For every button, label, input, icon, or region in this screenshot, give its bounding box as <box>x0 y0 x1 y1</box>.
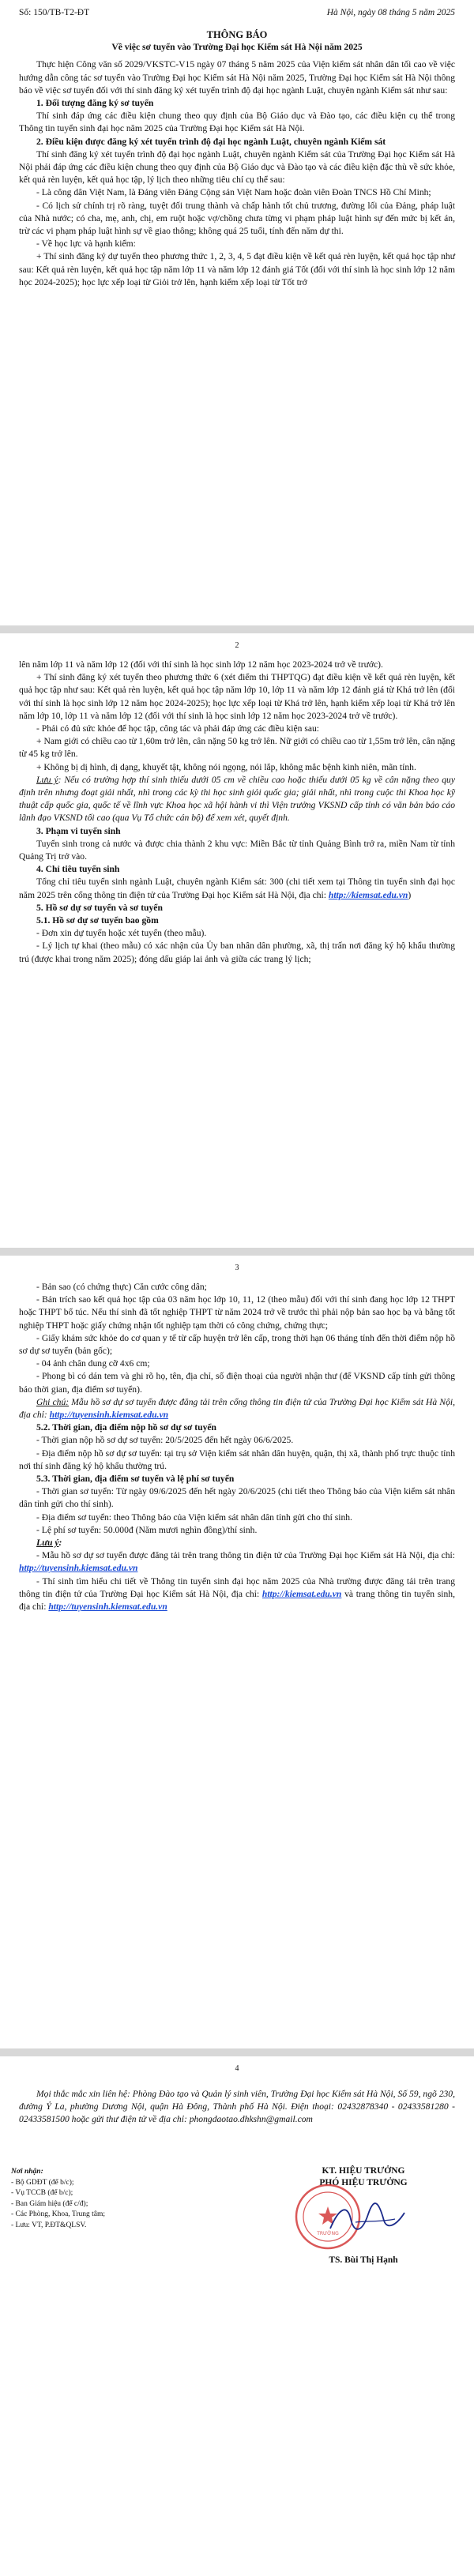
page-2 <box>0 633 474 1248</box>
page-number: 3 <box>235 1264 239 1272</box>
page-separator <box>0 2048 474 2056</box>
quota-text: Tổng chỉ tiêu tuyển sinh ngành Luật, chuyên ngành Kiểm sát: 300 (chi tiết xem tại Thông tin tuyển sinh đại học năm 2025 trên cổng thông tin điện tử của Trường Đại học Kiểm sát Hà Nội, địa chỉ: <box>19 877 455 900</box>
page-2-content <box>19 659 455 966</box>
page-1-content <box>19 28 455 289</box>
document-subtitle: Về việc sơ tuyển vào Trường Đại học Kiểm sát Hà Nội năm 2025 <box>111 42 363 53</box>
dossier-transcript: - Bản trích sao kết quả học tập của 03 năm học lớp 10, 11, 12 (theo mẫu) đối với thí sinh đang học lớp 12 THPT hoặc THPT bổ túc. Nếu thí sinh đã tốt nghiệp THPT từ năm 2024 trở về trước thì phải nộp bản sao học bạ và bằng tốt nghiệp THPT hoặc giấy chứng nhận tốt nghiệp tạm thời có công chứng, chứng thực; <box>19 1294 455 1331</box>
condition-height-weight: + Nam giới có chiều cao từ 1,60m trở lên, cân nặng 50 kg trở lên. Nữ giới có chiều cao từ 1,55m trở lên, cân nặng từ 45 kg trở lên. <box>19 736 455 760</box>
attention-forms <box>19 1549 455 1575</box>
condition-academics-method-6: + Thí sinh đăng ký xét tuyển theo phương thức 6 (xét điểm thi THPTQG) đạt điều kiện về kết quả rèn luyện, kết quả học tập như sau: Kết quả rèn luyện, kết quả học tập năm lớp 10, lớp 11 và năm lớp 12 đánh giá từ Khá trở lên (đối với thí sinh là học sinh lớp 12 năm học 2024-2025); học lực xếp loại từ Khá trở lên, hạnh kiểm xếp loại từ Khá trở lên năm lớp 10, lớp 11 và năm lớp 12 (đối với thí sinh là học sinh lớp 12 năm học 2023-2024 trở về trước). <box>19 672 455 721</box>
svg-text:TRƯỜNG: TRƯỜNG <box>317 2231 339 2236</box>
section-4-heading: 4. Chỉ tiêu tuyển sinh <box>36 864 120 875</box>
attention-info <box>19 1575 455 1614</box>
condition-history: - Có lịch sử chính trị rõ ràng, tuyệt đối trung thành và chấp hành tốt chủ trương, đường lối của Đảng, pháp luật của Nhà nước; có cha, mẹ, anh, chị, em ruột hoặc vợ/chồng chưa từng vi phạm pháp luật hình sự đến mức bị kết án, trừ các vi phạm pháp luật hình sự về giao thông; không quá 25 tuổi, tính đến năm dự thi. <box>19 200 455 237</box>
handwritten-signature-icon <box>324 2199 411 2238</box>
screening-location: - Địa điểm sơ tuyển: theo Thông báo của Viện kiểm sát nhân dân tỉnh gửi cho thí sinh. <box>36 1511 352 1523</box>
sign-line-2: PHÓ HIỆU TRƯỞNG <box>319 2178 408 2187</box>
intro-paragraph: Thực hiện Công văn số 2029/VKSTC-V15 ngày 07 tháng 5 năm 2025 của Viện kiểm sát nhân dân tối cao về việc hướng dẫn công tác sơ tuyển vào Trường Đại học Kiểm sát Hà Nội năm 2025, Trường Đại học Kiểm sát Hà Nội thông báo về việc sơ tuyển đối với thí sinh đăng ký xét tuyển trình độ đại học ngành Luật, chuyên ngành Kiểm sát như sau: <box>19 59 455 96</box>
page-3 <box>0 1256 474 2048</box>
dossier-envelope: - Phong bì có dán tem và ghi rõ họ, tên, địa chỉ, số điện thoại của người nhận thư (để VKSND cấp tỉnh gửi thông báo thời gian, địa điểm sơ tuyển). <box>19 1371 455 1395</box>
page-1 <box>0 0 474 625</box>
quota-text-end: ) <box>408 889 412 900</box>
recipient-item: - Lưu: VT, P.ĐT&QLSV. <box>11 2221 87 2229</box>
condition-physical: + Không bị dị hình, dị dạng, khuyết tật, không nói ngọng, nói lắp, không mắc bệnh kinh niên, mãn tính. <box>36 761 416 772</box>
section-3-heading: 3. Phạm vi tuyển sinh <box>36 825 121 836</box>
tuyensinh-link[interactable]: http://tuyensinh.kiemsat.edu.vn <box>49 1410 169 1421</box>
section-5-heading: 5. Hồ sơ dự sơ tuyển và sơ tuyển <box>36 902 163 913</box>
attention-label: Lưu ý <box>36 1538 59 1549</box>
document-title: THÔNG BÁO <box>206 29 268 40</box>
attention-info-text-2: và trang thông tin tuyển sinh, địa chỉ: <box>19 1588 455 1613</box>
place-date: Hà Nội, ngày 08 tháng 5 năm 2025 <box>326 8 455 17</box>
condition-health-heading: - Phải có đủ sức khỏe để học tập, công tác và phải đáp ứng các điều kiện sau: <box>36 723 320 734</box>
sign-line-1: KT. HIỆU TRƯỞNG <box>322 2166 405 2176</box>
section-5-2-heading: 5.2. Thời gian, địa điểm nộp hồ sơ dự sơ tuyển <box>36 1422 216 1433</box>
academics-continuation: lên năm lớp 11 và năm lớp 12 (đối với thí sinh là học sinh lớp 12 năm học 2023-2024 trở về trước). <box>19 659 383 670</box>
tuyensinh-link[interactable]: http://tuyensinh.kiemsat.edu.vn <box>19 1563 138 1574</box>
contact-paragraph: Mọi thắc mắc xin liên hệ: Phòng Đào tạo và Quản lý sinh viên, Trường Đại học Kiểm sát Hà Nội, Số 59, ngõ 230, đường Ỷ La, phường Dương Nội, quận Hà Đông, Thành phố Hà Nội. Điện thoại: 02432878340 - 02433581280 - 02433581500 hoặc gửi thư điện tử về địa chỉ: phongdaotao.dhkshn@gmail.com <box>19 2089 455 2125</box>
section-2-text: Thí sinh đăng ký xét tuyển trình độ đại học ngành Luật, chuyên ngành Kiểm sát của Trường Đại học Kiểm sát Hà Nội phải đáp ứng các điều kiện chung theo quy định của Bộ Giáo dục và Đào tạo và các điều kiện đặc thù về sức khỏe, kết quả rèn luyện, kết quả học tập, lý lịch theo những tiêu chí cụ thể sau: <box>19 148 455 186</box>
section-5-3-heading: 5.3. Thời gian, địa điểm sơ tuyển và lệ phí sơ tuyển <box>36 1474 235 1485</box>
dossier-note <box>19 1396 455 1421</box>
kiemsat-link[interactable]: http://kiemsat.edu.vn <box>261 1588 342 1599</box>
page-4-content <box>19 2088 455 2127</box>
dossier-note-text: Mẫu hồ sơ dự sơ tuyển được đăng tải trên cổng thông tin điện tử của Trường Đại học Kiểm sát Hà Nội, địa chỉ: <box>19 1396 455 1421</box>
section-1-heading: 1. Đối tượng đăng ký sơ tuyển <box>36 98 154 109</box>
section-2-heading: 2. Điều kiện được đăng ký xét tuyển trình độ đại học ngành Luật, chuyên ngành Kiểm sát <box>36 136 386 147</box>
signer-name: TS. Bùi Thị Hạnh <box>329 2255 398 2265</box>
page-3-content <box>19 1281 455 1613</box>
note-label: Lưu ý <box>36 774 58 785</box>
dossier-id-copy: - Bản sao (có chứng thực) Căn cước công dân; <box>36 1282 207 1292</box>
dossier-note-label: Ghi chú: <box>36 1396 70 1407</box>
recipient-item: - Vụ TCCB (để b/c); <box>11 2189 73 2197</box>
screening-fee: - Lệ phí sơ tuyển: 50.000đ (Năm mươi nghìn đồng)/thí sinh. <box>36 1524 258 1535</box>
document-number: Số: 150/TB-T2-ĐT <box>19 8 90 17</box>
note-paragraph <box>19 774 455 825</box>
recipients-block <box>11 2167 201 2231</box>
recipients-title: Nơi nhận: <box>11 2168 43 2176</box>
condition-citizen: - Là công dân Việt Nam, là Đảng viên Đảng Cộng sản Việt Nam hoặc đoàn viên Đoàn TNCS Hồ Chí Minh; <box>36 187 431 198</box>
section-3-text: Tuyển sinh trong cả nước và được chia thành 2 khu vực: Miền Bắc từ tỉnh Quảng Bình trở ra, miền Nam từ tỉnh Quảng Trị trở vào. <box>19 838 455 862</box>
page-separator <box>0 625 474 633</box>
dossier-resume: - Lý lịch tự khai (theo mẫu) có xác nhận của Ủy ban nhân dân phường, xã, thị trấn nơi đăng ký hộ khẩu thường trú (được khai trong năm 2025); đóng dấu giáp lai ảnh và giữa các trang lý lịch; <box>19 941 455 964</box>
dossier-photos: - 04 ảnh chân dung cỡ 4x6 cm; <box>36 1358 150 1369</box>
page-4 <box>0 2056 474 2576</box>
submission-location: - Địa điểm nộp hồ sơ dự sơ tuyển: tại trụ sở Viện kiểm sát nhân dân huyện, quận, thị xã, thành phố trực thuộc tỉnh nơi thí sinh đăng ký hộ khẩu thường trú. <box>19 1448 455 1471</box>
recipient-item: - Ban Giám hiệu (để c/đ); <box>11 2199 88 2208</box>
attention-forms-text: - Mẫu hồ sơ dự sơ tuyển được đăng tải trên trang thông tin điện tử của Trường Đại học Kiểm sát Hà Nội, địa chỉ: <box>36 1550 455 1561</box>
section-4-text <box>19 876 455 901</box>
tuyensinh-link[interactable]: http://tuyensinh.kiemsat.edu.vn <box>48 1602 167 1613</box>
recipient-item: - Các Phòng, Khoa, Trung tâm; <box>11 2210 106 2218</box>
section-1-text: Thí sinh đáp ứng các điều kiện chung theo quy định của Bộ Giáo dục và Đào tạo, các điều kiện cụ thể trong Thông tin tuyển sinh đại học năm 2025 của Trường Đại học Kiểm sát Hà Nội. <box>19 111 455 134</box>
screening-time: - Thời gian sơ tuyển: Từ ngày 09/6/2025 đến hết ngày 20/6/2025 (chi tiết theo Thông báo của Viện kiểm sát nhân dân tỉnh gửi cho thí sinh). <box>19 1486 455 1510</box>
condition-academics-heading: - Về học lực và hạnh kiểm: <box>36 238 136 250</box>
kiemsat-link[interactable]: http://kiemsat.edu.vn <box>328 889 408 900</box>
condition-academics-methods-1-5: + Thí sinh đăng ký dự tuyển theo phương thức 1, 2, 3, 4, 5 đạt điều kiện về kết quả rèn luyện, kết quả học tập như sau: Kết quả rèn luyện, kết quả học tập năm lớp 11 và năm lớp 12 đánh giá Tốt (đối với thí sinh là học sinh lớp 12 năm học 2024-2025); học lực xếp loại từ Giỏi trở lên, hạnh kiểm xếp loại từ Tốt trở <box>19 251 455 287</box>
attention-info-text: - Thí sinh tìm hiểu chi tiết về Thông tin tuyển sinh đại học năm 2025 của Nhà trường được đăng tải trên trang thông tin điện tử của Trường Đại học Kiểm sát Hà Nội, địa chỉ: <box>19 1575 455 1599</box>
dossier-health-certificate: - Giấy khám sức khỏe do cơ quan y tế từ cấp huyện trở lên cấp, trong thời hạn 06 tháng tính đến thời điểm nộp hồ sơ dự sơ tuyển (bản gốc); <box>19 1332 455 1357</box>
attention-heading: Lưu ý: <box>36 1538 62 1549</box>
section-5-1-heading: 5.1. Hồ sơ dự sơ tuyển bao gồm <box>36 915 159 926</box>
page-number: 4 <box>235 2064 239 2073</box>
page-separator <box>0 1248 474 1256</box>
recipient-item: - Bộ GDĐT (để b/c); <box>11 2178 74 2187</box>
submission-time: - Thời gian nộp hồ sơ dự sơ tuyển: 20/5/2025 đến hết ngày 06/6/2025. <box>36 1435 294 1446</box>
note-text: : Nếu có trường hợp thí sinh thiếu dưới 05 cm về chiều cao hoặc thiếu dưới 05 kg về cân nặng theo quy định trên nhưng đoạt giải nhất, nhì trong các kỳ thi học sinh giỏi quốc gia; giải nhất, nhì trong cuộc thi Khoa học kỹ thuật cấp quốc gia, quốc tế về lĩnh vực Khoa học xã hội hành vi thì Viện trưởng VKSND cấp tỉnh có văn bản báo cáo lãnh đạo VKSND tối cao (qua Vụ Tổ chức cán bộ) để xem xét, quyết định. <box>19 774 455 824</box>
page-number: 2 <box>235 641 239 650</box>
dossier-application-form: - Đơn xin dự tuyển hoặc xét tuyển (theo mẫu). <box>36 928 207 939</box>
